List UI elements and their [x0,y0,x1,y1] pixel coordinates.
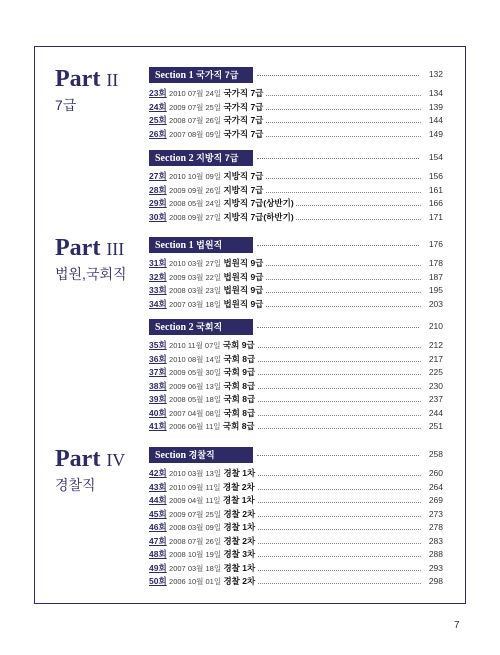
toc-entry[interactable] [149,420,443,434]
entry-page: 156 [428,171,443,181]
entry-exam: 경찰 2차 [222,481,255,492]
entry-number: 45회 [149,508,167,519]
section-page: 176 [428,239,443,249]
leader-dots [257,75,419,76]
entry-number: 35회 [149,340,167,350]
toc-entry[interactable] [149,101,443,115]
entry-page: 139 [428,101,443,112]
entry-exam: 경찰 2차 [223,576,256,586]
toc-entry[interactable] [149,393,443,407]
section-label-en: Section 2 [155,153,194,164]
entry-date: 2008 10월 19일 [169,550,222,559]
toc-entry[interactable] [149,380,443,394]
part-heading [55,446,125,495]
entry-number: 31회 [149,258,167,268]
part-heading [55,235,127,284]
entry-number: 27회 [149,171,167,181]
entry-number: 37회 [149,367,167,377]
entry-page: 134 [428,88,443,98]
entry-date: 2008 05월 18일 [169,395,222,404]
section-header[interactable] [149,67,443,83]
entry-number: 25회 [149,115,167,125]
entry-page: 283 [428,535,443,546]
entry-date: 2006 10월 01일 [169,577,222,586]
entry-date: 2009 03월 22일 [169,272,222,282]
entry-page: 230 [428,380,443,391]
part-subtitle: 경찰직 [55,477,96,493]
section-header[interactable] [149,150,443,166]
entry-page: 273 [428,508,443,519]
entry-exam: 경찰 1차 [222,495,255,505]
section-label-en: Section 1 [155,70,194,81]
toc-entry[interactable] [149,366,443,380]
part-roman: III [106,239,125,259]
section-header[interactable] [149,319,443,335]
entry-page: 212 [428,340,443,350]
entry-date: 2008 03월 09일 [169,523,222,532]
part-subtitle: 7급 [55,97,77,113]
toc-entry[interactable] [149,548,443,562]
entry-date: 2009 06월 13일 [169,381,222,391]
entry-page: 251 [428,421,443,431]
toc-entry[interactable] [149,521,443,535]
toc-section [149,150,443,224]
entry-exam: 경찰 1차 [223,562,256,573]
entry-date: 2007 03월 18일 [169,299,222,309]
entry-date: 2009 07월 25일 [169,509,222,519]
section-page: 154 [428,152,443,162]
section-page: 210 [428,321,443,331]
entry-date: 2007 08월 09일 [169,129,222,139]
part-subtitle: 법원,국회직 [55,266,127,282]
entry-number: 38회 [149,380,167,391]
entry-page: 149 [428,128,443,139]
entry-page: 260 [428,468,443,478]
toc-entry[interactable] [149,114,443,128]
entry-exam: 국회 8급 [223,407,256,418]
entry-page: 298 [428,576,443,586]
entry-date: 2007 03월 18일 [169,563,222,573]
entry-number: 49회 [149,562,167,573]
entry-date: 2008 03월 23일 [169,286,222,295]
entry-exam: 경찰 1차 [223,468,256,478]
entry-exam: 국회 9급 [223,367,256,377]
entry-date: 2010 03월 13일 [169,469,222,478]
entry-exam: 지방직 7급(상반기) [223,198,294,208]
entry-date: 2010 11월 07일 [169,341,221,350]
toc-entry[interactable] [149,562,443,576]
entry-page: 269 [428,495,443,505]
entry-page: 293 [428,562,443,573]
section-label [149,319,253,335]
section-header[interactable] [149,447,443,463]
entry-page: 203 [428,298,443,309]
entry-page: 278 [428,522,443,532]
entry-exam: 국회 8급 [223,380,256,391]
leader-dots [257,327,419,328]
entry-exam: 국회 8급 [222,421,255,431]
entry-date: 2006 06월 11일 [169,422,221,431]
toc-section [149,447,443,589]
leader-dots [257,455,419,456]
section-label-en: Section 1 [155,240,194,251]
part-roman: IV [106,450,126,470]
entry-date: 2009 09월 26일 [169,185,222,195]
entry-list [149,87,443,141]
entry-exam: 지방직 7급(하반기) [223,211,294,222]
toc-section [149,237,443,311]
entry-number: 48회 [149,549,167,559]
entry-exam: 경찰 3차 [223,549,256,559]
toc-entry[interactable] [149,87,443,101]
entry-number: 43회 [149,481,167,492]
entry-date: 2008 09월 27일 [169,212,222,222]
entry-date: 2010 10월 09일 [169,172,222,181]
toc-entry[interactable] [149,211,443,225]
entry-date: 2010 03월 27일 [169,259,222,268]
entry-exam: 경찰 2차 [223,535,256,546]
entry-page: 225 [428,367,443,377]
toc-entry[interactable] [149,197,443,211]
entry-date: 2009 05월 30일 [169,368,222,377]
entry-number: 41회 [149,421,167,431]
section-label-ko: 지방직 7급 [196,153,239,163]
entry-date: 2007 04월 08일 [169,408,222,418]
section-page: 132 [428,69,443,79]
entry-exam: 경찰 1차 [223,522,256,532]
section-label-ko: 국가직 7급 [196,70,239,80]
entry-page: 244 [428,407,443,418]
toc-entry[interactable] [149,339,443,353]
entry-exam: 국가직 7급 [223,88,264,98]
entry-date: 2009 07월 25일 [169,102,222,112]
entry-page: 195 [428,285,443,295]
entry-date: 2008 07월 26일 [169,536,222,546]
part-heading [55,66,118,115]
toc-entry[interactable] [149,481,443,495]
entry-date: 2008 05월 24일 [169,199,222,208]
entry-number: 42회 [149,468,167,478]
entry-number: 36회 [149,353,167,364]
section-label-en: Section [155,450,187,461]
entry-list [149,339,443,434]
entry-exam: 국회 8급 [223,394,256,404]
toc-entry[interactable] [149,298,443,312]
section-label [149,447,253,463]
entry-page: 237 [428,394,443,404]
entry-exam: 국가직 7급 [223,115,264,125]
entry-number: 50회 [149,576,167,586]
entry-date: 2010 07월 24일 [169,89,222,98]
entry-date: 2008 07월 26일 [169,116,222,125]
entry-exam: 지방직 7급 [223,171,264,181]
entry-page: 178 [428,258,443,268]
entry-number: 44회 [149,495,167,505]
entry-number: 40회 [149,407,167,418]
entry-number: 29회 [149,198,167,208]
entry-exam: 국회 8급 [223,353,256,364]
toc-entry[interactable] [149,508,443,522]
toc-entry[interactable] [149,257,443,271]
entry-page: 187 [428,271,443,282]
entry-page: 264 [428,481,443,492]
leader-dots [257,158,419,159]
entry-exam: 법원직 9급 [223,298,264,309]
toc-section [149,319,443,434]
entry-exam: 국회 9급 [222,340,255,350]
leader-dots [257,245,419,246]
entry-number: 33회 [149,285,167,295]
entry-number: 28회 [149,184,167,195]
entry-number: 23회 [149,88,167,98]
entry-list [149,170,443,224]
toc-entry[interactable] [149,184,443,198]
entry-page: 144 [428,115,443,125]
entry-date: 2010 09월 11일 [169,482,221,492]
toc-entry[interactable] [149,271,443,285]
section-label-ko: 경찰직 [188,450,215,460]
entry-exam: 국가직 7급 [223,101,264,112]
section-label-en: Section 2 [155,322,194,333]
entry-exam: 법원직 9급 [223,258,264,268]
entry-page: 161 [428,184,443,195]
entry-number: 47회 [149,535,167,546]
toc-entry[interactable] [149,575,443,589]
entry-exam: 지방직 7급 [223,184,264,195]
entry-number: 34회 [149,298,167,309]
part-label: Part [55,235,101,261]
part-label: Part [55,446,101,472]
page-number: 7 [454,620,460,631]
entry-list [149,257,443,311]
section-label [149,150,253,166]
entry-list [149,467,443,589]
entry-number: 46회 [149,522,167,532]
toc-section [149,67,443,141]
section-header[interactable] [149,237,443,253]
entry-number: 24회 [149,101,167,112]
entry-date: 2010 08월 14일 [169,354,222,364]
part-roman: II [106,70,119,90]
entry-page: 171 [428,211,443,222]
entry-exam: 법원직 9급 [223,285,264,295]
part-label: Part [55,66,101,92]
entry-number: 32회 [149,271,167,282]
entry-date: 2009 04월 11일 [169,496,221,505]
entry-exam: 법원직 9급 [223,271,264,282]
entry-exam: 국가직 7급 [223,128,264,139]
entry-number: 30회 [149,211,167,222]
section-label [149,237,253,253]
section-label-ko: 국회직 [196,322,223,332]
toc-entry[interactable] [149,353,443,367]
entry-exam: 경찰 2차 [223,508,256,519]
toc-entry[interactable] [149,128,443,142]
toc-entry[interactable] [149,284,443,298]
entry-page: 166 [428,198,443,208]
section-page: 258 [428,449,443,459]
section-label [149,67,253,83]
entry-number: 39회 [149,394,167,404]
toc-entry[interactable] [149,467,443,481]
toc-entry[interactable] [149,407,443,421]
entry-page: 217 [428,353,443,364]
section-label-ko: 법원직 [196,240,223,250]
entry-page: 288 [428,549,443,559]
toc-entry[interactable] [149,535,443,549]
toc-entry[interactable] [149,170,443,184]
toc-entry[interactable] [149,494,443,508]
entry-number: 26회 [149,128,167,139]
